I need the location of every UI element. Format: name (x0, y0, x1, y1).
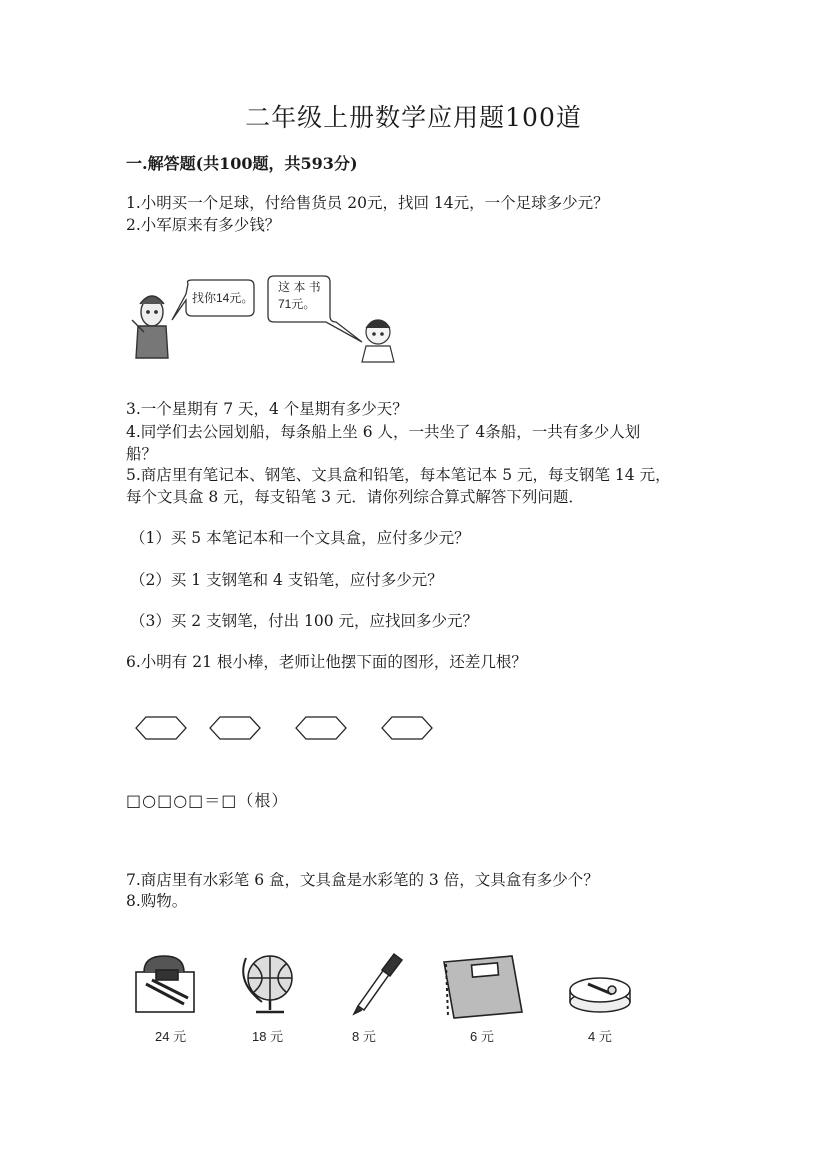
pencil-sharpener-icon (570, 978, 630, 1012)
question-5-line2: 每个文具盒 8 元，每支铅笔 3 元．请你列综合算式解答下列问题． (126, 488, 584, 506)
question-1: 1.小明买一个足球，付给售货员 20元，找回 14元，一个足球多少元？ (126, 194, 609, 212)
hexagon-shape-2 (210, 717, 260, 739)
question-6-equation: □○□○□＝□（根） (126, 791, 289, 810)
question-4-line1: 4.同学们去公园划船，每条船上坐 6 人，一共坐了 4条船，一共有多少人划 (126, 423, 641, 441)
price-notebook: 6 元 (470, 1029, 494, 1044)
price-globe: 18 元 (252, 1029, 284, 1044)
bubble-left-text: 找你14元。 (192, 291, 254, 305)
question-5-sub-2: （2）买 1 支钢笔和 4 支铅笔，应付多少元？ (130, 571, 443, 589)
seller-figure (132, 296, 168, 358)
price-bag: 24 元 (155, 1029, 187, 1044)
q2-illustration-drawing (126, 270, 416, 365)
question-5-sub-1: （1）买 5 本笔记本和一个文具盒，应付多少元？ (130, 529, 470, 547)
globe-icon (243, 956, 292, 1012)
q2-illustration (126, 270, 416, 365)
pen-icon (354, 954, 402, 1014)
bag-icon (136, 956, 194, 1012)
question-3: 3.一个星期有 7 天，4 个星期有多少天？ (126, 400, 408, 418)
section-heading: 一.解答题(共100题，共593分) (126, 154, 358, 173)
boy-figure (362, 320, 394, 362)
question-8: 8.购物。 (126, 892, 188, 910)
hexagon-shape-1 (136, 717, 186, 739)
shopping-items (132, 950, 652, 1050)
page-title: 二年级上册数学应用题100道 (245, 103, 582, 132)
notebook-icon (444, 956, 522, 1018)
price-pen: 8 元 (352, 1029, 376, 1044)
question-5-line1: 5.商店里有笔记本、钢笔、文具盒和铅笔，每本笔记本 5 元，每支钢笔 14 元， (126, 466, 671, 484)
question-6: 6.小明有 21 根小棒，老师让他摆下面的图形，还差几根？ (126, 653, 527, 671)
hexagon-shapes (130, 714, 440, 742)
price-pencil-sharpener: 4 元 (588, 1029, 612, 1044)
hexagon-shape-3 (296, 717, 346, 739)
question-7: 7.商店里有水彩笔 6 盒，文具盒是水彩笔的 3 倍，文具盒有多少个？ (126, 871, 599, 889)
bubble-right-text-line1: 这 本 书 (278, 280, 321, 294)
hexagon-shape-4 (382, 717, 432, 739)
question-4-line2: 船？ (126, 445, 158, 463)
shopping-items-drawing (132, 950, 652, 1020)
question-2: 2.小军原来有多少钱？ (126, 216, 281, 234)
bubble-right-text-line2: 71元。 (278, 297, 316, 311)
hexagon-row (130, 714, 440, 742)
question-5-sub-3: （3）买 2 支钢笔，付出 100 元，应找回多少元？ (130, 612, 479, 630)
